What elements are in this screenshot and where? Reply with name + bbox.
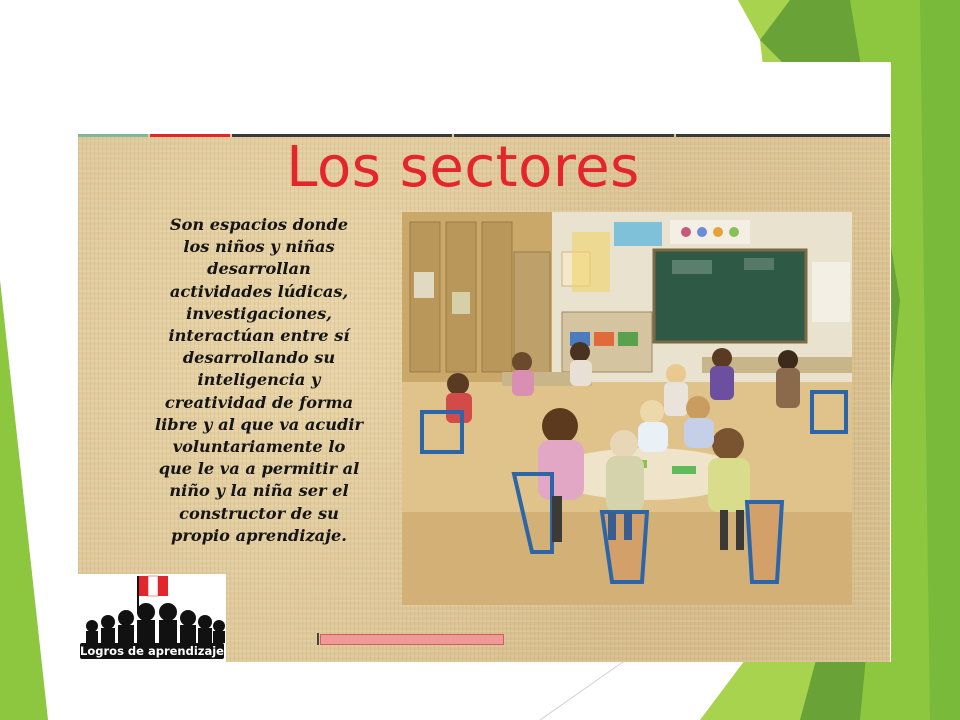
description-line: libre y al que va acudir (154, 414, 364, 434)
description-line: que le va a permitir al (158, 459, 360, 479)
description-line: inteligencia y (197, 370, 321, 390)
classroom-photo (402, 212, 852, 605)
description-line: propio aprendizaje. (171, 525, 347, 545)
description-line: actividades lúdicas, (169, 281, 349, 301)
description-text (140, 214, 378, 547)
logo-text: Logros de aprendizaje (80, 644, 224, 658)
description-line: interactúan entre sí (168, 326, 350, 346)
logo-children-silhouettes (78, 574, 226, 644)
description-line: creatividad de forma (164, 392, 354, 412)
pink-bar (320, 634, 504, 645)
description-line: investigaciones, (186, 303, 332, 323)
description-line: constructor de su (179, 503, 339, 523)
bar-marker (317, 633, 319, 645)
description-line: voluntariamente lo (172, 437, 346, 457)
cork-board (78, 134, 890, 662)
description-line: niño y la niña ser el (169, 481, 349, 501)
description-line: Son espacios donde (169, 215, 349, 234)
slide-title: Los sectores (286, 135, 640, 200)
description-line: los niños y niñas (183, 237, 335, 257)
description-line: desarrollando su (182, 348, 336, 368)
logros-logo (78, 574, 226, 662)
description-line: desarrollan (207, 259, 311, 279)
